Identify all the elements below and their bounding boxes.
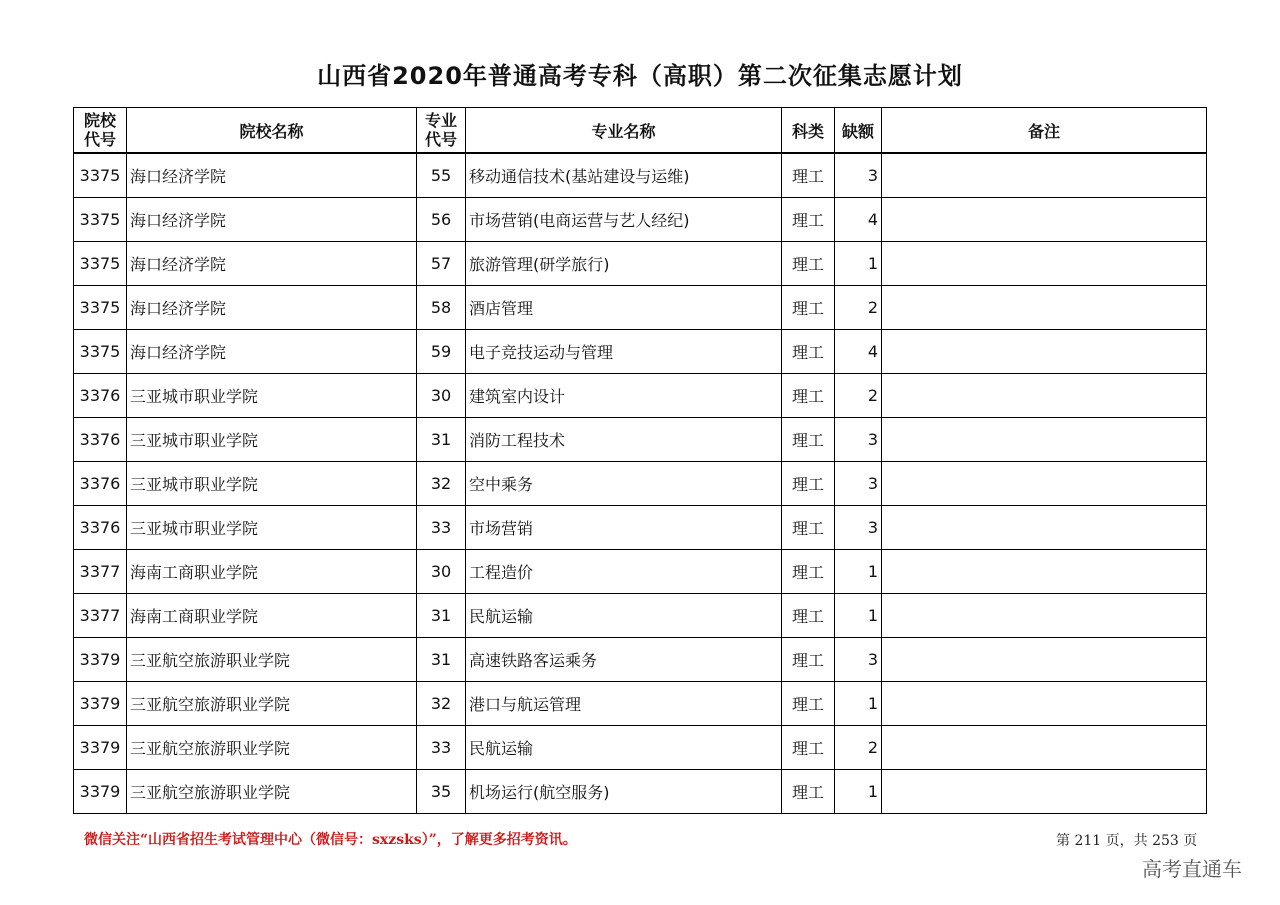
major-code-cell: 30 [417,374,466,418]
major-name-cell: 消防工程技术 [466,418,782,462]
table-row [74,726,1207,770]
major-name-cell: 酒店管理 [466,286,782,330]
school-name-cell: 三亚航空旅游职业学院 [127,770,417,814]
major-name-cell: 建筑室内设计 [466,374,782,418]
category-cell: 理工 [782,638,835,682]
school-name-cell: 三亚城市职业学院 [127,462,417,506]
note-cell [882,682,1207,726]
school-name-cell: 三亚城市职业学院 [127,374,417,418]
category-cell: 理工 [782,506,835,550]
major-code-cell: 33 [417,506,466,550]
school-code-cell: 3376 [74,462,127,506]
school-name-cell: 三亚航空旅游职业学院 [127,682,417,726]
quota-cell: 3 [835,153,882,198]
category-cell: 理工 [782,286,835,330]
table-row [74,506,1207,550]
major-name-cell: 电子竞技运动与管理 [466,330,782,374]
table-row [74,594,1207,638]
header-category: 科类 [782,108,835,154]
table-row [74,198,1207,242]
major-name-cell: 机场运行(航空服务) [466,770,782,814]
school-code-cell: 3375 [74,153,127,198]
major-name-cell: 空中乘务 [466,462,782,506]
note-cell [882,770,1207,814]
quota-cell: 1 [835,242,882,286]
major-name-cell: 高速铁路客运乘务 [466,638,782,682]
table-row [74,374,1207,418]
school-name-cell: 海口经济学院 [127,330,417,374]
quota-cell: 2 [835,374,882,418]
table-row [74,286,1207,330]
school-name-cell: 三亚航空旅游职业学院 [127,638,417,682]
school-name-cell: 海南工商职业学院 [127,550,417,594]
major-name-cell: 市场营销 [466,506,782,550]
note-cell [882,550,1207,594]
category-cell: 理工 [782,418,835,462]
school-name-cell: 海口经济学院 [127,153,417,198]
note-cell [882,462,1207,506]
school-code-cell: 3376 [74,506,127,550]
major-code-cell: 55 [417,153,466,198]
school-code-cell: 3375 [74,330,127,374]
table-row [74,638,1207,682]
major-code-cell: 30 [417,550,466,594]
quota-cell: 2 [835,726,882,770]
header-school-code: 院校 代号 [74,108,127,154]
note-cell [882,418,1207,462]
category-cell: 理工 [782,726,835,770]
note-cell [882,153,1207,198]
school-name-cell: 三亚城市职业学院 [127,506,417,550]
school-code-cell: 3376 [74,374,127,418]
major-name-cell: 旅游管理(研学旅行) [466,242,782,286]
category-cell: 理工 [782,770,835,814]
watermark-text: 高考直通车 [1142,857,1242,881]
school-code-cell: 3375 [74,198,127,242]
major-name-cell: 市场营销(电商运营与艺人经纪) [466,198,782,242]
major-code-cell: 31 [417,638,466,682]
quota-cell: 2 [835,286,882,330]
major-code-cell: 31 [417,594,466,638]
major-name-cell: 港口与航运管理 [466,682,782,726]
school-code-cell: 3377 [74,550,127,594]
major-code-cell: 58 [417,286,466,330]
major-code-cell: 35 [417,770,466,814]
major-name-cell: 工程造价 [466,550,782,594]
school-code-cell: 3379 [74,638,127,682]
school-name-cell: 海南工商职业学院 [127,594,417,638]
header-quota: 缺额 [835,108,882,154]
category-cell: 理工 [782,374,835,418]
table-row [74,770,1207,814]
table-row [74,682,1207,726]
table-row [74,418,1207,462]
quota-cell: 3 [835,418,882,462]
major-code-cell: 32 [417,682,466,726]
quota-cell: 4 [835,198,882,242]
enrollment-plan-table [73,107,1207,814]
note-cell [882,506,1207,550]
major-code-cell: 31 [417,418,466,462]
note-cell [882,594,1207,638]
header-major-code: 专业 代号 [417,108,466,154]
major-name-cell: 民航运输 [466,726,782,770]
page-number: 第 211 页，共 253 页 [1056,833,1198,849]
header-school-name: 院校名称 [127,108,417,154]
category-cell: 理工 [782,462,835,506]
category-cell: 理工 [782,594,835,638]
school-code-cell: 3379 [74,682,127,726]
category-cell: 理工 [782,153,835,198]
school-code-cell: 3379 [74,770,127,814]
major-code-cell: 56 [417,198,466,242]
school-name-cell: 三亚航空旅游职业学院 [127,726,417,770]
quota-cell: 4 [835,330,882,374]
major-name-cell: 民航运输 [466,594,782,638]
quota-cell: 3 [835,638,882,682]
school-name-cell: 三亚城市职业学院 [127,418,417,462]
school-name-cell: 海口经济学院 [127,286,417,330]
note-cell [882,330,1207,374]
table-body [74,153,1207,814]
school-code-cell: 3377 [74,594,127,638]
quota-cell: 3 [835,462,882,506]
table-row [74,153,1207,198]
school-code-cell: 3375 [74,286,127,330]
note-cell [882,242,1207,286]
table-row [74,550,1207,594]
school-code-cell: 3375 [74,242,127,286]
major-code-cell: 32 [417,462,466,506]
school-name-cell: 海口经济学院 [127,242,417,286]
category-cell: 理工 [782,242,835,286]
quota-cell: 1 [835,770,882,814]
page-title: 山西省2020年普通高考专科（高职）第二次征集志愿计划 [317,62,963,90]
school-code-cell: 3379 [74,726,127,770]
category-cell: 理工 [782,682,835,726]
category-cell: 理工 [782,550,835,594]
table-header [74,108,1207,154]
table-row [74,242,1207,286]
quota-cell: 1 [835,550,882,594]
category-cell: 理工 [782,198,835,242]
note-cell [882,286,1207,330]
major-code-cell: 33 [417,726,466,770]
quota-cell: 1 [835,594,882,638]
table-row [74,462,1207,506]
note-cell [882,638,1207,682]
quota-cell: 1 [835,682,882,726]
table-row [74,330,1207,374]
major-name-cell: 移动通信技术(基站建设与运维) [466,153,782,198]
header-major-name: 专业名称 [466,108,782,154]
quota-cell: 3 [835,506,882,550]
header-note: 备注 [882,108,1207,154]
category-cell: 理工 [782,330,835,374]
major-code-cell: 59 [417,330,466,374]
school-code-cell: 3376 [74,418,127,462]
wechat-notice: 微信关注“山西省招生考试管理中心（微信号：sxzsks）”，了解更多招考资讯。 [84,832,577,848]
school-name-cell: 海口经济学院 [127,198,417,242]
note-cell [882,374,1207,418]
note-cell [882,198,1207,242]
major-code-cell: 57 [417,242,466,286]
note-cell [882,726,1207,770]
